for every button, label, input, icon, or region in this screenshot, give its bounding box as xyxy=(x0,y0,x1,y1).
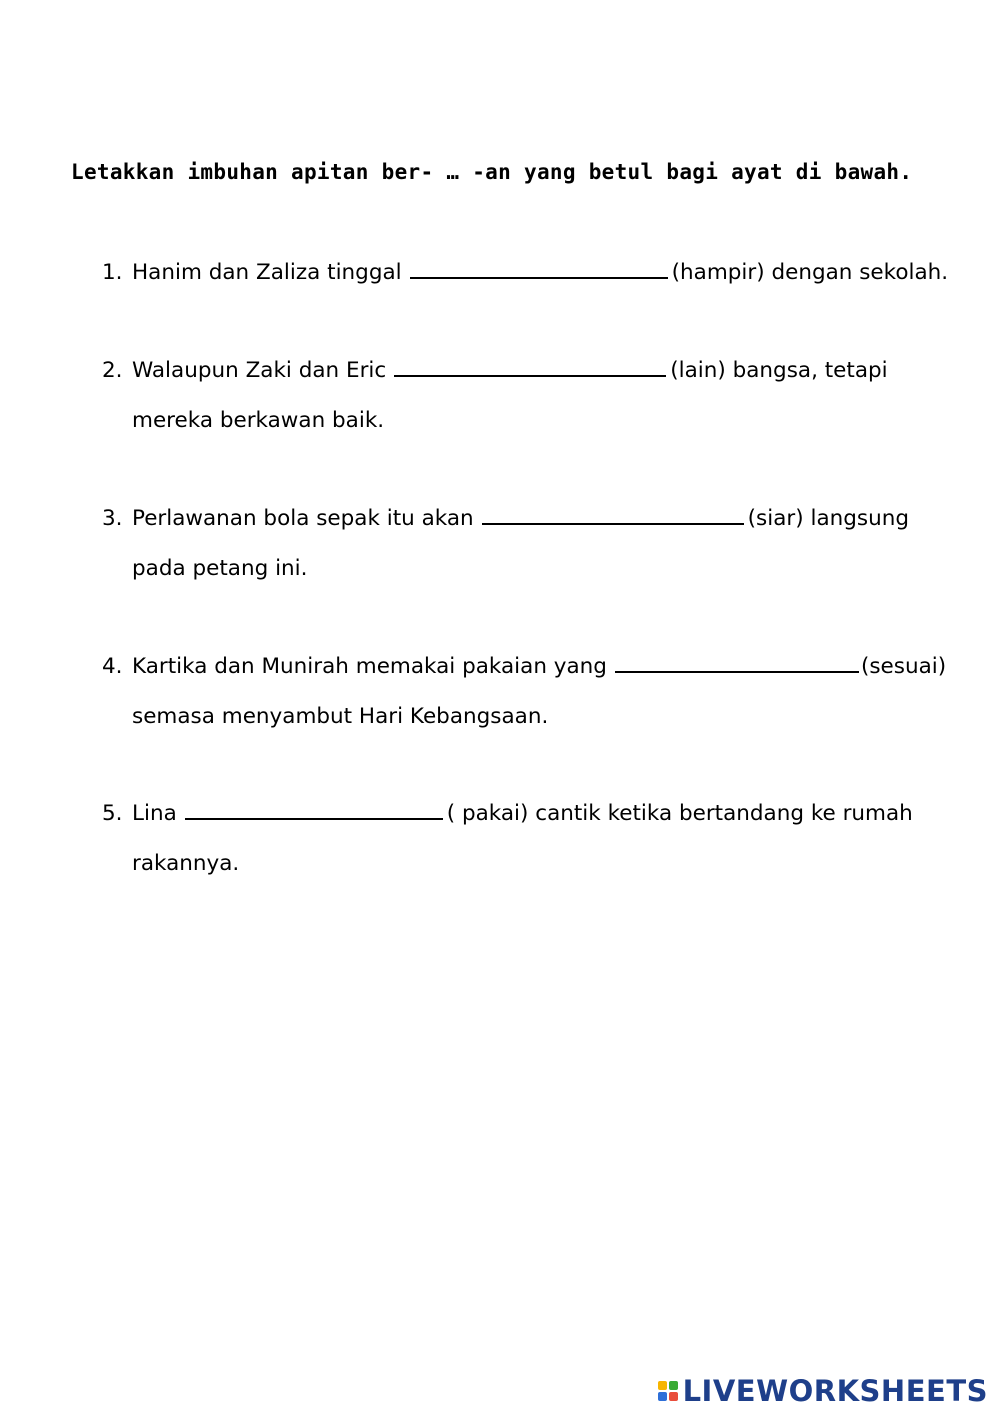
question-text-after: (sesuai) xyxy=(860,654,947,679)
answer-blank-2[interactable] xyxy=(394,353,666,377)
question-text-after: (lain) bangsa, tetapi xyxy=(670,358,888,383)
question-text-before: Kartika dan Munirah memakai pakaian yang xyxy=(132,654,607,679)
answer-blank-3[interactable] xyxy=(482,501,744,525)
answer-blank-5[interactable] xyxy=(185,796,443,820)
question-number: 5. xyxy=(102,801,123,826)
question-text-after: (hampir) dengan sekolah. xyxy=(671,260,949,285)
logo-text: LIVEWORKSHEETS xyxy=(682,1374,988,1408)
question-continuation: mereka berkawan baik. xyxy=(132,408,385,433)
answer-blank-4[interactable] xyxy=(615,649,859,673)
question-continuation: rakannya. xyxy=(132,851,240,876)
question-number: 3. xyxy=(102,506,123,531)
question-3 xyxy=(102,494,982,594)
answer-blank-1[interactable] xyxy=(410,255,668,279)
question-text-before: Hanim dan Zaliza tinggal xyxy=(132,260,402,285)
question-number: 2. xyxy=(102,358,123,383)
question-5 xyxy=(102,789,982,889)
question-text-before: Perlawanan bola sepak itu akan xyxy=(132,506,474,531)
liveworksheets-grid-icon xyxy=(658,1381,678,1401)
instruction-heading: Letakkan imbuhan apitan ber- … -an yang betul bagi ayat di bawah. xyxy=(71,160,913,184)
question-number: 1. xyxy=(102,260,123,285)
question-4 xyxy=(102,642,982,742)
question-continuation: semasa menyambut Hari Kebangsaan. xyxy=(132,704,549,729)
question-text-before: Walaupun Zaki dan Eric xyxy=(132,358,387,383)
question-text-before: Lina xyxy=(132,801,177,826)
question-text-after: (siar) langsung xyxy=(747,506,909,531)
liveworksheets-logo[interactable] xyxy=(658,1374,988,1408)
question-2 xyxy=(102,346,982,446)
question-continuation: pada petang ini. xyxy=(132,556,308,581)
question-text-after: ( pakai) cantik ketika bertandang ke rumah xyxy=(446,801,913,826)
question-1 xyxy=(102,248,982,298)
question-number: 4. xyxy=(102,654,123,679)
